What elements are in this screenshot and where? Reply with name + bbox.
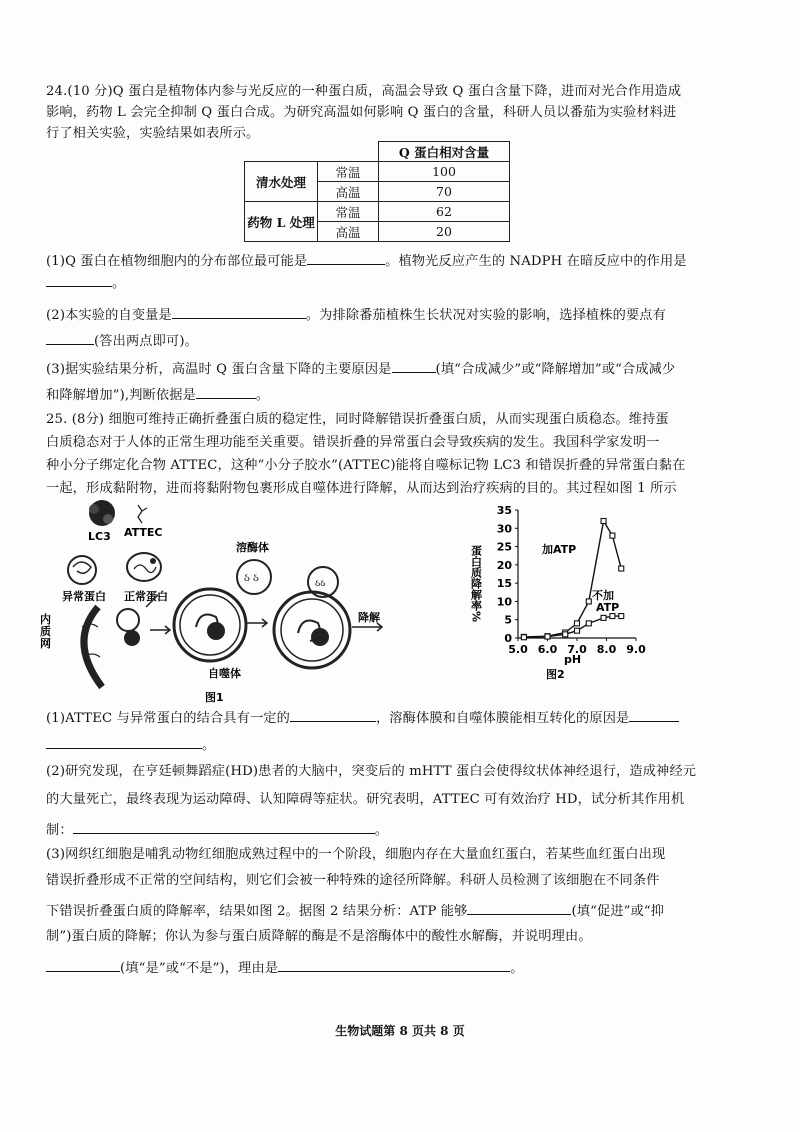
data-point-no-atp xyxy=(586,621,591,626)
x-tick-label: 6.0 xyxy=(537,643,558,656)
abnormal-protein-label: 异常蛋白 xyxy=(62,590,106,603)
q25-sub3-line1: (3)网织红细胞是哺乳动物红细胞成熟过程中的一个阶段，细胞内存在大量血红蛋白，若某些血红蛋白出现 xyxy=(46,847,666,862)
group-drug-l: 药物 L 处理 xyxy=(245,202,318,242)
x-tick-label: 5.0 xyxy=(508,643,528,656)
answer-blank[interactable] xyxy=(73,819,375,834)
value-cell: 20 xyxy=(379,222,510,242)
abnormal-protein-icon xyxy=(68,556,96,584)
figure2-chart xyxy=(460,495,680,685)
q24-sub1-cont: 。 xyxy=(46,272,125,293)
q25-sub2-line2: 的大量死亡，最终表现为运动障碍、认知障碍等症状。研究表明，ATTEC 可有效治疗 HD，试分析其作用机 xyxy=(46,792,685,807)
svg-text:ઠ ઠ: ઠ ઠ xyxy=(244,573,259,584)
value-cell: 100 xyxy=(379,162,510,182)
arrow-icon xyxy=(150,626,170,634)
q24-sub3: (3)据实验结果分析，高温时 Q 蛋白含量下降的主要原因是 (填“合成减少”或“降解增加”或“合成减少 xyxy=(46,358,675,379)
er-label-2: 质 xyxy=(40,625,51,638)
q25-sub3-line5: (填“是”或“不是”)，理由是 。 xyxy=(46,957,524,978)
q24-sub1: (1)Q 蛋白在植物细胞内的分布部位最可能是 。植物光反应产生的 NADPH 在暗反应中的作用是 xyxy=(46,250,687,271)
value-cell: 70 xyxy=(379,182,510,202)
data-point-no-atp xyxy=(610,614,615,619)
y-tick-label: 35 xyxy=(496,504,512,517)
q24-sub2: (2)本实验的自变量是 。为排除番茄植株生长状况对实验的影响，选择植株的要点有 xyxy=(46,304,666,325)
q25-sub3-line3: 下错误折叠蛋白质的降解率，结果如图 2。据图 2 结果分析：ATP 能够 (填“促进”或“抑 xyxy=(46,900,664,921)
figure1 xyxy=(40,495,440,705)
answer-blank[interactable] xyxy=(629,707,679,722)
attec-label: ATTEC xyxy=(124,526,163,539)
y-tick-label: 10 xyxy=(496,595,512,609)
lysosome-label: 溶酶体 xyxy=(236,541,269,554)
series-label-no-atp-2: ATP xyxy=(596,601,620,614)
data-point-atp xyxy=(610,533,615,538)
q25-sub2-line3: 制： 。 xyxy=(46,819,388,840)
normal-protein-label: 正常蛋白 xyxy=(124,590,168,603)
cond-cell: 常温 xyxy=(318,202,379,222)
q25-sub1-cont: 。 xyxy=(46,734,215,755)
y-tick-label: 25 xyxy=(496,540,512,554)
answer-blank[interactable] xyxy=(307,250,385,265)
answer-blank[interactable] xyxy=(46,272,112,287)
answer-blank[interactable] xyxy=(46,957,120,972)
data-point-no-atp xyxy=(521,635,526,640)
y-tick-label: 5 xyxy=(504,613,512,627)
q24-sub2-cont: (答出两点即可)。 xyxy=(46,330,198,351)
group-water: 清水处理 xyxy=(245,162,318,202)
data-point-no-atp xyxy=(619,614,624,619)
answer-blank[interactable] xyxy=(392,358,436,373)
q25-line4: 一起，形成黏附物，进而将黏附物包裹形成自噬体进行降解，从而达到治疗疾病的目的。其过程如图 1 所示 xyxy=(46,481,677,496)
data-point-atp xyxy=(575,621,580,626)
data-point-no-atp xyxy=(563,632,568,637)
series-label-no-atp-1: 不加 xyxy=(592,589,614,602)
svg-text:ઠઠ: ઠઠ xyxy=(315,579,326,589)
degrade-label: 降解 xyxy=(358,611,380,624)
lysosome-icon xyxy=(237,560,271,594)
y-tick-label: 20 xyxy=(496,558,512,572)
table-header: Q 蛋白相对含量 xyxy=(379,142,510,162)
q25-sub3-line4: 制”)蛋白质的降解；你认为参与蛋白质降解的酶是不是溶酶体中的酸性水解酶，并说明理由。 xyxy=(46,929,592,944)
answer-blank[interactable] xyxy=(196,384,256,399)
q25-line2: 白质稳态对于人体的正常生理功能至关重要。错误折叠的异常蛋白会导致疾病的发生。我国科学家发明一 xyxy=(46,435,660,450)
q24-line1: 24.(10 分)Q 蛋白是植物体内参与光反应的一种蛋白质，高温会导致 Q 蛋白含量下降，进而对光合作用造成 xyxy=(46,84,682,99)
lc3-label: LC3 xyxy=(88,530,111,543)
series-line-atp xyxy=(524,521,621,637)
data-point-no-atp xyxy=(545,634,550,639)
q24-line3: 行了相关实验，实验结果如表所示。 xyxy=(46,126,260,141)
value-cell: 62 xyxy=(379,202,510,222)
data-point-no-atp xyxy=(575,628,580,633)
arrow-icon xyxy=(352,623,382,631)
autolysosome-icon xyxy=(274,592,350,668)
cond-cell: 高温 xyxy=(318,182,379,202)
er-label-3: 网 xyxy=(40,637,51,650)
series-label-atp: 加ATP xyxy=(542,543,577,556)
y-axis-label: 蛋白质降解率% xyxy=(469,545,483,623)
autophagosome-icon xyxy=(174,589,246,661)
answer-blank[interactable] xyxy=(467,900,571,915)
q25-sub2-line1: (2)研究发现，在亨廷顿舞蹈症(HD)患者的大脑中，突变后的 mHTT 蛋白会使得纹状体神经退行，造成神经元 xyxy=(46,764,697,779)
figure1-caption: 图1 xyxy=(205,691,224,704)
answer-blank[interactable] xyxy=(46,330,94,345)
cond-cell: 常温 xyxy=(318,162,379,182)
page-footer: 生物试题第 8 页共 8 页 xyxy=(335,1024,465,1038)
q24-sub3-cont: 和降解增加”),判断依据是 。 xyxy=(46,384,269,405)
q25-line3: 种小分子绑定化合物 ATTEC，这种“小分子胶水”(ATTEC)能将自噬标记物 LC3 和错误折叠的异常蛋白黏在 xyxy=(46,458,686,473)
er-label-1: 内 xyxy=(40,613,51,626)
q25-sub3-line2: 错误折叠形成不正常的空间结构，则它们会被一种特殊的途径所降解。科研人员检测了该细胞在不同条件 xyxy=(46,873,660,888)
y-tick-label: 15 xyxy=(496,577,512,591)
attec-molecule xyxy=(138,505,147,523)
er-membrane xyxy=(84,607,102,687)
autophagosome-label: 自噬体 xyxy=(208,667,241,680)
lc3-blob xyxy=(89,500,115,526)
normal-protein-icon xyxy=(127,553,161,581)
y-tick-label: 30 xyxy=(496,522,512,536)
x-tick-label: 7.0 xyxy=(567,643,587,656)
x-axis-label: pH xyxy=(564,653,582,666)
q25-sub1: (1)ATTEC 与异常蛋白的结合具有一定的 ，溶酶体膜和自噬体膜能相互转化的原因是 xyxy=(46,707,679,728)
arrow-icon xyxy=(245,619,267,627)
x-tick-label: 8.0 xyxy=(596,643,617,656)
cond-cell: 高温 xyxy=(318,222,379,242)
q-protein-table xyxy=(244,141,510,242)
x-tick-label: 9.0 xyxy=(626,643,646,656)
answer-blank[interactable] xyxy=(290,707,376,722)
data-point-no-atp xyxy=(601,615,606,620)
answer-blank[interactable] xyxy=(46,734,202,749)
table-corner xyxy=(245,142,379,162)
q25-line1: 25. (8分) 细胞可维持正确折叠蛋白质的稳定性，同时降解错误折叠蛋白质，从而实现蛋白质稳态。维持蛋 xyxy=(46,412,669,427)
answer-blank[interactable] xyxy=(172,304,306,319)
y-tick-label: 0 xyxy=(504,632,512,645)
figure2-caption: 图2 xyxy=(546,668,565,681)
answer-blank[interactable] xyxy=(278,957,510,972)
data-point-atp xyxy=(586,599,591,604)
data-point-atp xyxy=(601,518,606,523)
data-point-atp xyxy=(619,566,624,571)
q24-line2: 影响，药物 L 会完全抑制 Q 蛋白合成。为研究高温如何影响 Q 蛋白的含量，科研人员以番茄为实验材料进 xyxy=(46,105,677,120)
